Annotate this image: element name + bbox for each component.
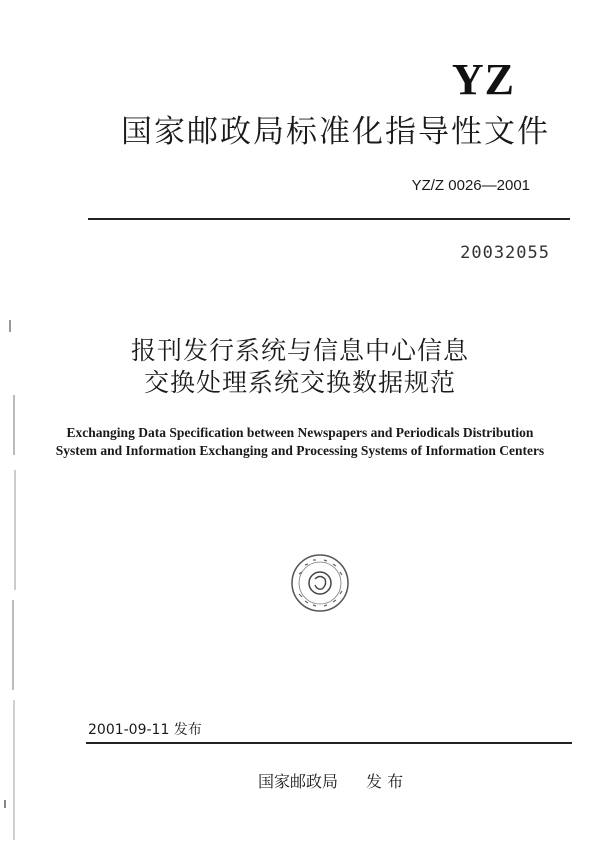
issue-date: 2001-09-11 发布 — [88, 722, 202, 738]
stamped-serial-number: 20032055 — [460, 243, 550, 263]
chinese-title-line-1: 报刊发行系统与信息中心信息 — [130, 336, 469, 365]
english-title-line-1: Exchanging Data Specification between Newspapers and Periodicals Distribution — [66, 425, 534, 440]
english-title-line-2: System and Information Exchanging and Processing Systems of Information Centers — [55, 443, 545, 458]
publisher-name: 国家邮政局 — [258, 772, 339, 791]
bottom-divider — [86, 742, 572, 744]
issuing-org-title: 国家邮政局标准化指导性文件 — [121, 114, 550, 150]
chinese-title-line-2: 交换处理系统交换数据规范 — [143, 368, 456, 397]
yz-logo: YZ — [451, 55, 515, 104]
publish-label: 发 布 — [366, 772, 404, 791]
standard-number: YZ/Z 0026—2001 — [411, 177, 530, 194]
top-divider — [88, 218, 570, 220]
library-seal-icon — [289, 552, 351, 614]
